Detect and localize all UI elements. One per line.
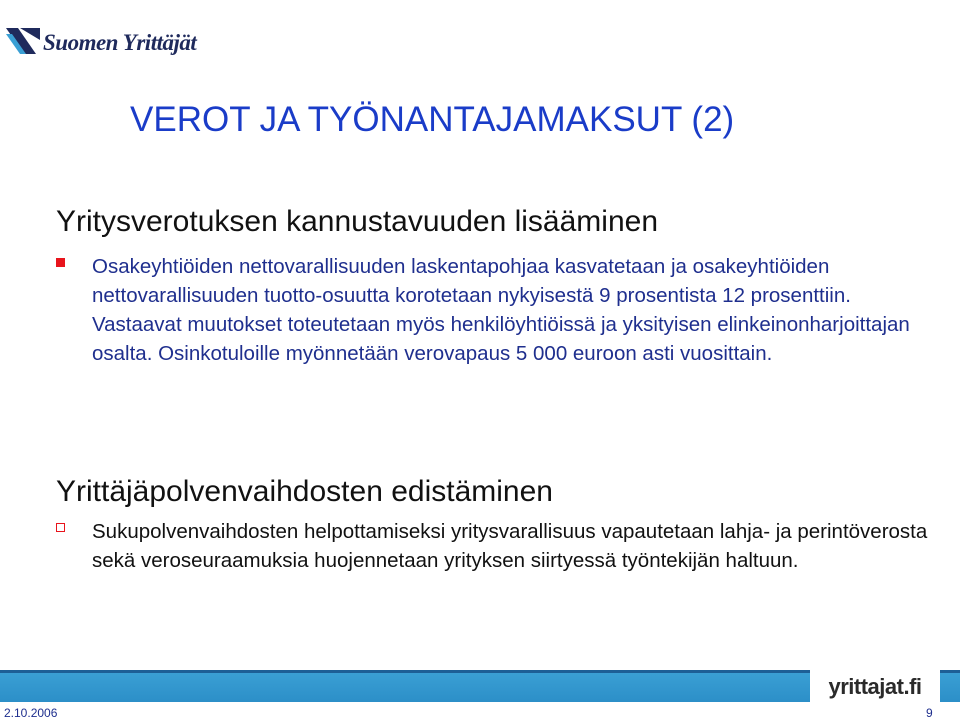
- footer-band: [0, 670, 960, 722]
- logo-text: Suomen Yrittäjät: [43, 30, 197, 55]
- section-heading-tax-incentives: Yritysverotuksen kannustavuuden lisääminen: [56, 205, 659, 238]
- page-number: 9: [926, 706, 933, 720]
- logo-mark-icon: [6, 24, 40, 58]
- bullet-item-tax-incentives: [56, 252, 936, 368]
- brand-logo-box: [810, 670, 940, 704]
- bullet-marker: [56, 258, 65, 267]
- bullet-text: Osakeyhtiöiden nettovarallisuuden laskentapohjaa kasvatetaan ja osakeyhtiöiden nettovarallisuuden tuotto-osuutta korotetaan nykyisestä 9 prosentista 12 prosenttiin. Vastaavat muutokset toteutetaan myös henkilöyhtiöissä ja yksityisen elinkeinonharjoittajan osalta. Osinkotuloille myönnetään verovapaus 5 000 euroon asti vuosittain.: [92, 255, 910, 365]
- section-heading-generational-change: Yrittäjäpolvenvaihdosten edistäminen: [56, 475, 553, 508]
- bullet-item-generational-change: [56, 517, 936, 575]
- brand-text: yrittajat.fi: [828, 674, 922, 699]
- bullet-marker: [56, 523, 65, 532]
- suomen-yrittajat-logo: [6, 22, 226, 66]
- footer-date: 2.10.2006: [4, 706, 58, 720]
- bullet-text: Sukupolvenvaihdosten helpottamiseksi yritysvarallisuus vapautetaan lahja- ja perintöverosta sekä veroseuraamuksia huojennetaan yrityksen siirtyessä työntekijän haltuun.: [92, 520, 928, 572]
- slide-title: VEROT JA TYÖNANTAJAMAKSUT (2): [130, 100, 735, 139]
